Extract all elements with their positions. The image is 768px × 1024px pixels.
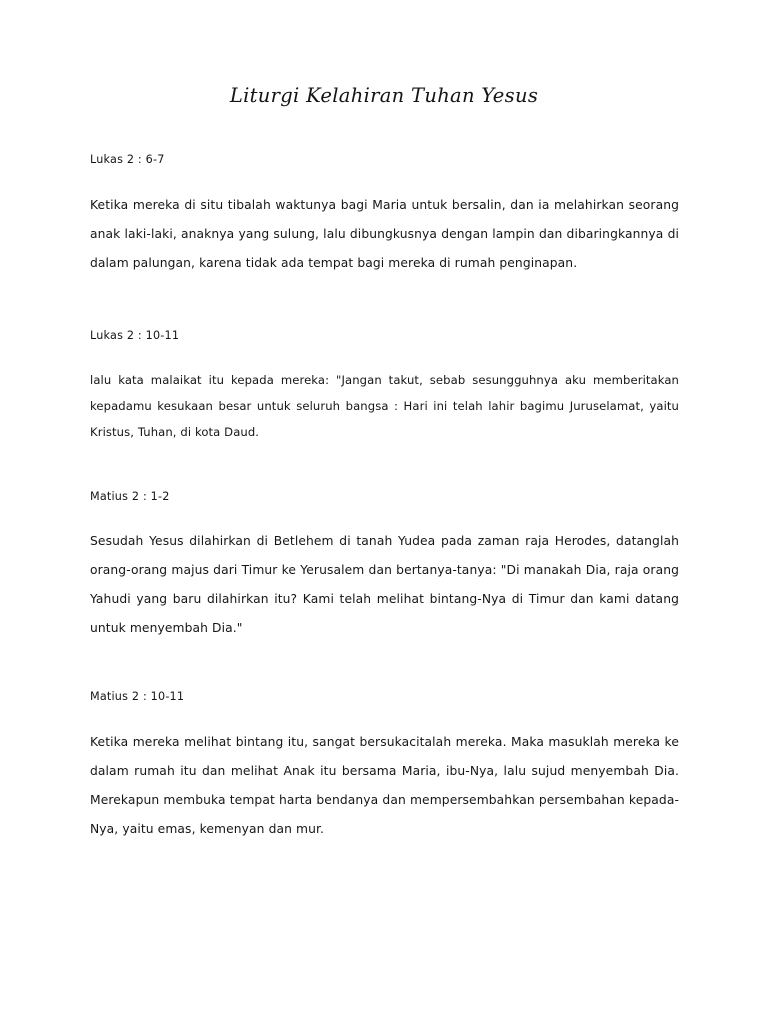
passage-reference: Lukas 2 : 6-7	[90, 153, 165, 166]
passage-reference: Matius 2 : 10-11	[90, 690, 185, 704]
passage-matius-2-1-2	[90, 489, 679, 644]
passage-reference: Lukas 2 : 10-11	[90, 328, 180, 342]
passage-matius-2-10-11	[90, 689, 679, 844]
passage-lukas-2-6-7	[90, 152, 679, 278]
passage-text: Sesudah Yesus dilahirkan di Betlehem di tanah Yudea pada zaman raja Herodes, datanglah orang-orang majus dari Timur ke Yerusalem dan bertanya-tanya: "Di manakah Dia, raja orang Yahudi yang baru dilahirkan itu? Kami telah melihat bintang-Nya di Timur dan kami datang untuk menyembah Dia."	[90, 534, 679, 636]
passage-text: Ketika mereka melihat bintang itu, sangat bersukacitalah mereka. Maka masuklah mereka ke dalam rumah itu dan melihat Anak itu bersama Maria, ibu-Nya, lalu sujud menyembah Dia. Merekapun membuka tempat harta bendanya dan mempersembahkan persembahan kepada-Nya, yaitu emas, kemenyan dan mur.	[90, 735, 679, 837]
passage-lukas-2-10-11	[90, 328, 679, 445]
passage-text: Ketika mereka di situ tibalah waktunya bagi Maria untuk bersalin, dan ia melahirkan seorang anak laki-laki, anaknya yang sulung, lalu dibungkusnya dengan lampin dan dibaringkannya di dalam palungan, karena tidak ada tempat bagi mereka di rumah penginapan.	[90, 197, 679, 270]
page-title: Liturgi Kelahiran Tuhan Yesus	[229, 84, 539, 107]
passage-text: lalu kata malaikat itu kepada mereka: "Jangan takut, sebab sesungguhnya aku memberitakan kepadamu kesukaan besar untuk seluruh bangsa : Hari ini telah lahir bagimu Juruselamat, yaitu Kristus, Tuhan, di kota Daud.	[90, 372, 679, 439]
document-body	[90, 152, 679, 856]
passage-reference: Matius 2 : 1-2	[90, 489, 170, 503]
